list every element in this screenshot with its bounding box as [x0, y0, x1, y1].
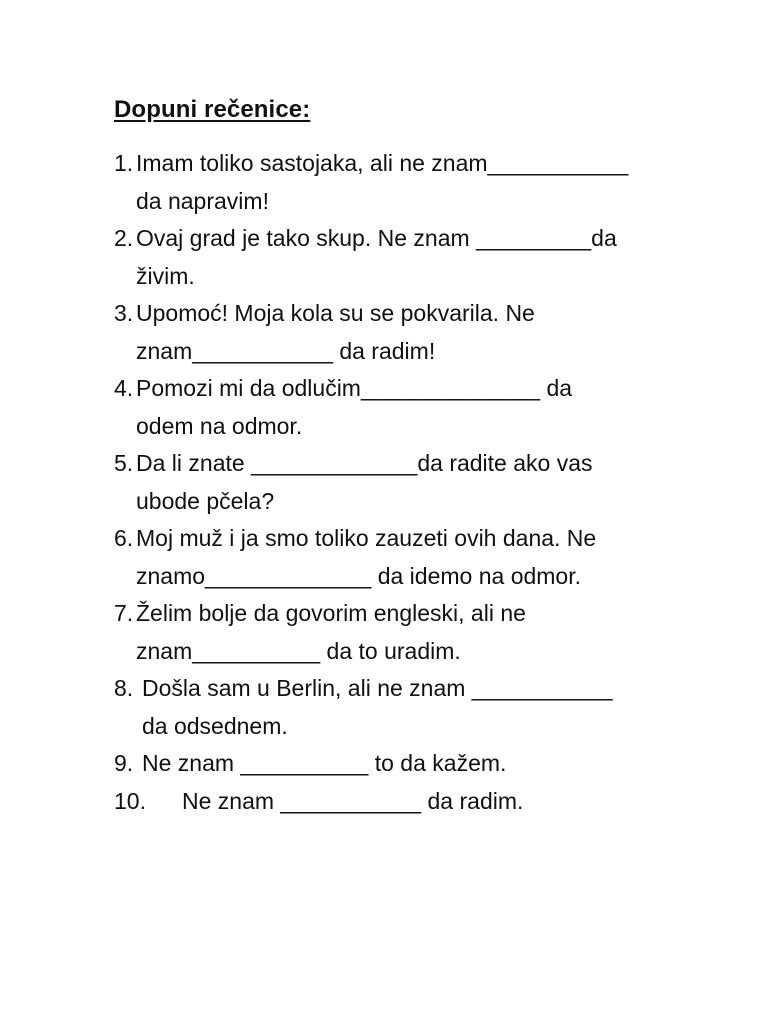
exercise-line-1: Ovaj grad je tako skup. Ne znam _________da: [136, 225, 617, 251]
exercise-number: 8.: [114, 675, 134, 701]
exercise-line-1: Želim bolje da govorim engleski, ali ne: [136, 600, 526, 626]
exercise-number: 9.: [114, 750, 134, 776]
exercise-number: 4.: [114, 375, 134, 401]
exercise-line-2: znam__________ da to uradim.: [136, 637, 461, 664]
exercise-line-2: znamo_____________ da idemo na odmor.: [136, 562, 582, 589]
exercise-item-8: [114, 670, 734, 745]
exercise-number: 2.: [114, 225, 134, 251]
exercise-line-1: Da li znate _____________da radite ako vas: [136, 450, 593, 476]
exercise-line-1: Pomozi mi da odlučim______________ da: [136, 375, 573, 401]
exercise-line-2: ubode pčela?: [136, 487, 275, 514]
exercise-line-1: Došla sam u Berlin, ali ne znam ___________: [142, 675, 613, 701]
exercise-line-1: Ne znam __________ to da kažem.: [142, 750, 507, 776]
exercise-item-3: [114, 295, 734, 370]
exercise-line-1: Moj muž i ja smo toliko zauzeti ovih dana. Ne: [136, 525, 597, 551]
worksheet-title: Dopuni rečenice:: [114, 96, 311, 123]
exercise-line-2: živim.: [136, 262, 195, 289]
exercise-number: 10.: [114, 787, 146, 814]
exercise-item-9: [114, 745, 734, 783]
exercise-item-2: [114, 220, 734, 295]
exercise-line-1: Upomoć! Moja kola su se pokvarila. Ne: [136, 300, 535, 326]
exercise-line-2: odem na odmor.: [136, 412, 303, 439]
exercise-item-7: [114, 595, 734, 670]
exercise-item-6: [114, 520, 734, 595]
exercise-list: [114, 145, 734, 820]
exercise-number: 1.: [114, 150, 134, 176]
exercise-number: 3.: [114, 300, 134, 326]
exercise-line-1: Imam toliko sastojaka, ali ne znam___________: [136, 150, 629, 176]
exercise-line-1: Ne znam ___________ da radim.: [182, 787, 524, 814]
exercise-number: 7.: [114, 600, 134, 626]
exercise-item-1: [114, 145, 734, 220]
exercise-line-2: znam___________ da radim!: [136, 337, 436, 364]
exercise-item-5: [114, 445, 734, 520]
exercise-line-2: da odsednem.: [142, 712, 288, 739]
exercise-line-2: da napravim!: [136, 187, 269, 214]
exercise-number: 6.: [114, 525, 134, 551]
exercise-item-4: [114, 370, 734, 445]
exercise-item-10: [114, 783, 734, 821]
exercise-number: 5.: [114, 450, 134, 476]
